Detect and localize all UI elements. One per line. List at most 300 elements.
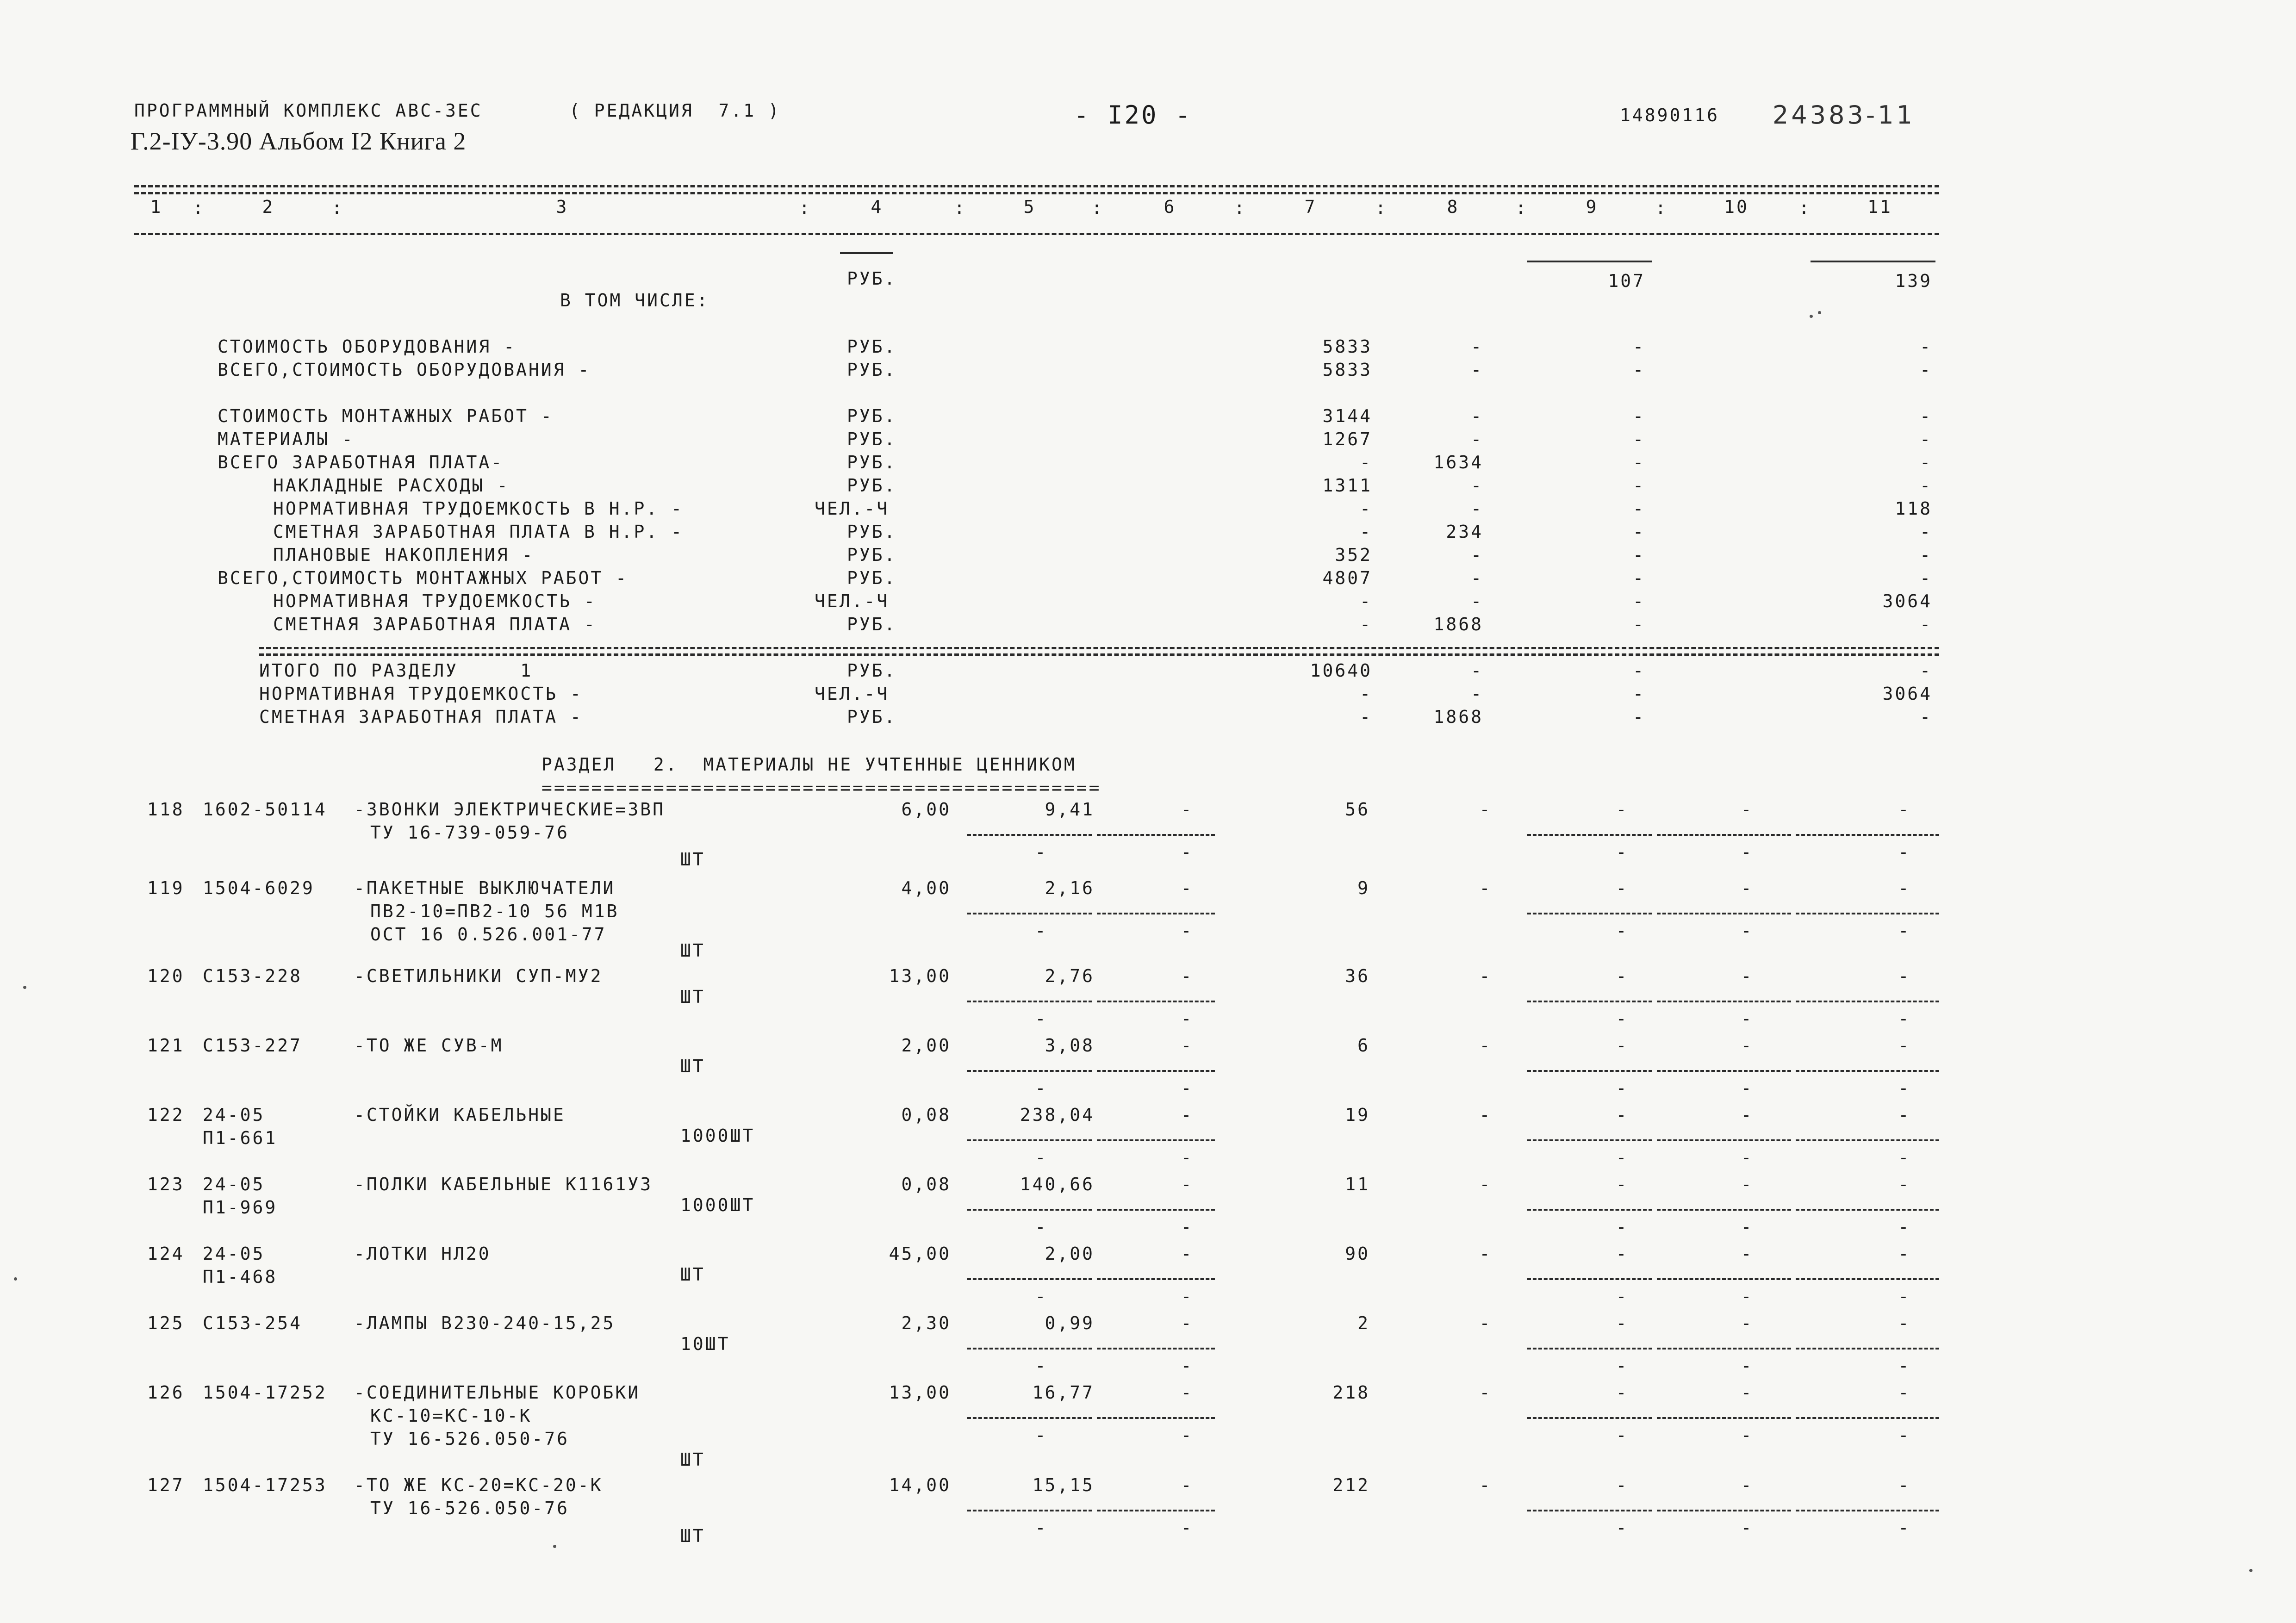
item-quantity: 2,30 (901, 1313, 951, 1333)
summary-row-c9: - (1633, 522, 1645, 542)
item-total: 90 (1345, 1244, 1370, 1264)
item-sub-c5: - (1035, 1147, 1048, 1168)
item-number: 121 (147, 1035, 185, 1056)
item-c8: - (1479, 1035, 1492, 1056)
item-sub-c11: - (1898, 842, 1911, 862)
item-sub-c5: - (1035, 842, 1048, 862)
item-unit: ШТ (680, 1264, 705, 1285)
column-header-3: 3 (556, 197, 569, 217)
summary-row-c7: - (1360, 591, 1372, 611)
item-subtotal-rule (1796, 834, 1939, 836)
item-subtotal-rule (1657, 1510, 1791, 1511)
summary-top-underline (1527, 261, 1652, 262)
totals-row-label: ИТОГО ПО РАЗДЕЛУ 1 (259, 660, 533, 681)
summary-row-unit: РУБ. (847, 360, 897, 380)
item-price: 140,66 (1020, 1174, 1095, 1194)
item-sub-c6: - (1181, 1286, 1194, 1306)
item-code: 1504-17252 (203, 1382, 327, 1403)
item-c11: - (1898, 966, 1911, 986)
summary-row-c11: - (1920, 336, 1932, 357)
section-underline: ============================================= (541, 777, 1101, 798)
item-c8: - (1479, 1105, 1492, 1125)
item-price: 16,77 (1032, 1382, 1095, 1403)
summary-row-c7: - (1360, 614, 1372, 634)
column-separator: : (1515, 198, 1528, 218)
item-subtotal-rule (1097, 1348, 1215, 1349)
item-name-line: ТУ 16-526.050-76 (370, 1498, 570, 1518)
item-c6: - (1181, 1035, 1194, 1056)
item-c11: - (1898, 1382, 1911, 1403)
item-number: 122 (147, 1105, 185, 1125)
totals-row-c7: - (1360, 684, 1372, 704)
item-unit: 1000ШТ (680, 1126, 755, 1146)
item-subtotal-rule (1796, 1417, 1939, 1419)
item-subtotal-rule (1527, 1001, 1652, 1002)
item-price: 3,08 (1045, 1035, 1095, 1056)
totals-row-c9: - (1633, 684, 1645, 704)
item-sub-c9: - (1616, 1356, 1629, 1376)
summary-row-c11: - (1920, 545, 1932, 565)
item-c10: - (1741, 1035, 1754, 1056)
item-sub-c11: - (1898, 1008, 1911, 1029)
item-name-line: -ПОЛКИ КАБЕЛЬНЫЕ К1161У3 (354, 1174, 653, 1194)
item-subtotal-rule (1527, 1417, 1652, 1419)
item-c6: - (1181, 1313, 1194, 1333)
item-subtotal-rule (1796, 1139, 1939, 1141)
item-number: 124 (147, 1244, 185, 1264)
column-header-6: 6 (1164, 197, 1176, 217)
column-separator: : (1234, 198, 1247, 218)
item-c10: - (1741, 1105, 1754, 1125)
column-header-1: 1 (150, 197, 163, 217)
item-price: 2,00 (1045, 1244, 1095, 1264)
summary-row-c11: - (1920, 429, 1932, 449)
section-title: РАЗДЕЛ 2. МАТЕРИАЛЫ НЕ УЧТЕННЫЕ ЦЕННИКОМ (541, 754, 1076, 775)
item-code-secondary: П1-661 (203, 1128, 278, 1148)
column-header-9: 9 (1586, 197, 1599, 217)
item-quantity: 45,00 (889, 1244, 951, 1264)
summary-row-c7: 1267 (1322, 429, 1372, 449)
item-subtotal-rule (1796, 1001, 1939, 1002)
item-total: 9 (1357, 878, 1370, 898)
item-unit: ШТ (680, 940, 705, 961)
item-code: 1504-6029 (203, 878, 315, 898)
item-c11: - (1898, 1475, 1911, 1495)
item-sub-c5: - (1035, 1078, 1048, 1098)
summary-row-label: НОРМАТИВНАЯ ТРУДОЕМКОСТЬ - (273, 591, 597, 611)
item-number: 120 (147, 966, 185, 986)
totals-row-label: СМЕТНАЯ ЗАРАБОТНАЯ ПЛАТА - (259, 707, 583, 727)
item-sub-c5: - (1035, 1217, 1048, 1237)
item-sub-c5: - (1035, 1008, 1048, 1029)
item-sub-c10: - (1741, 1217, 1754, 1237)
item-code: 1602-50114 (203, 799, 327, 820)
item-sub-c6: - (1181, 842, 1194, 862)
summary-row-c9: - (1633, 452, 1645, 473)
item-sub-c6: - (1181, 1425, 1194, 1445)
summary-row-c8: - (1471, 591, 1483, 611)
summary-top-underline (1811, 261, 1935, 262)
column-separator: : (799, 198, 812, 218)
item-sub-c11: - (1898, 1286, 1911, 1306)
item-subtotal-rule (967, 1001, 1092, 1002)
summary-row-c7: - (1360, 522, 1372, 542)
item-total: 19 (1345, 1105, 1370, 1125)
column-header-5: 5 (1023, 197, 1036, 217)
item-c8: - (1479, 1174, 1492, 1194)
item-subtotal-rule (1796, 1070, 1939, 1072)
scan-speck (23, 986, 26, 989)
item-subtotal-rule (1097, 1209, 1215, 1211)
totals-row-label: НОРМАТИВНАЯ ТРУДОЕМКОСТЬ - (259, 684, 583, 704)
item-subtotal-rule (1097, 1278, 1215, 1280)
item-name-line: -ТО ЖЕ КС-20=КС-20-К (354, 1475, 603, 1495)
item-subtotal-rule (967, 1348, 1092, 1349)
item-sub-c10: - (1741, 1147, 1754, 1168)
summary-row-label: НОРМАТИВНАЯ ТРУДОЕМКОСТЬ В Н.Р. - (273, 498, 684, 519)
item-subtotal-rule (967, 834, 1092, 836)
item-price: 2,76 (1045, 966, 1095, 986)
summary-row-c9: - (1633, 614, 1645, 634)
item-unit: 1000ШТ (680, 1195, 755, 1215)
item-sub-c6: - (1181, 1356, 1194, 1376)
summary-row-c11: - (1920, 452, 1932, 473)
header-rule-bottom (134, 233, 1939, 235)
scan-speck (1818, 311, 1821, 314)
item-subtotal-rule (1657, 1070, 1791, 1072)
summary-row-c7: 352 (1335, 545, 1372, 565)
item-sub-c10: - (1741, 1356, 1754, 1376)
item-code: 24-05 (203, 1174, 265, 1194)
item-sub-c11: - (1898, 1147, 1911, 1168)
totals-row-c11: 3064 (1882, 684, 1932, 704)
item-c10: - (1741, 966, 1754, 986)
summary-row-unit: РУБ. (847, 475, 897, 496)
item-c6: - (1181, 1244, 1194, 1264)
item-c6: - (1181, 1475, 1194, 1495)
item-sub-c10: - (1741, 842, 1754, 862)
summary-row-c8: - (1471, 498, 1483, 519)
item-unit: ШТ (680, 849, 705, 870)
item-c6: - (1181, 1174, 1194, 1194)
summary-row-label: ПЛАНОВЫЕ НАКОПЛЕНИЯ - (273, 545, 535, 565)
item-name-line: -СОЕДИНИТЕЛЬНЫЕ КОРОБКИ (354, 1382, 641, 1403)
column-header-4: 4 (871, 197, 884, 217)
item-number: 119 (147, 878, 185, 898)
item-sub-c10: - (1741, 1517, 1754, 1538)
item-sub-c6: - (1181, 920, 1194, 941)
summary-row-c9: - (1633, 591, 1645, 611)
item-c11: - (1898, 878, 1911, 898)
summary-row-c9: - (1633, 498, 1645, 519)
summary-row-c8: - (1471, 475, 1483, 496)
summary-row-c8: - (1471, 360, 1483, 380)
summary-row-c7: 5833 (1322, 336, 1372, 357)
column-separator: : (954, 198, 967, 218)
summary-row-c9: - (1633, 568, 1645, 588)
item-subtotal-rule (1796, 1278, 1939, 1280)
summary-row-c8: - (1471, 545, 1483, 565)
item-c10: - (1741, 1382, 1754, 1403)
document-code: 14890116 (1620, 105, 1720, 125)
summary-row-unit: РУБ. (847, 568, 897, 588)
summary-row-c9: - (1633, 475, 1645, 496)
item-c9: - (1616, 1035, 1629, 1056)
item-name-line: -ТО ЖЕ СУВ-М (354, 1035, 504, 1056)
item-sub-c9: - (1616, 1517, 1629, 1538)
item-c9: - (1616, 878, 1629, 898)
item-c10: - (1741, 1313, 1754, 1333)
item-sub-c11: - (1898, 1356, 1911, 1376)
totals-row-c8: - (1471, 660, 1483, 681)
item-subtotal-rule (1527, 1139, 1652, 1141)
scan-speck (1810, 315, 1813, 318)
item-sub-c6: - (1181, 1217, 1194, 1237)
item-name-line: ОСТ 16 0.526.001-77 (370, 924, 607, 945)
item-total: 218 (1332, 1382, 1370, 1403)
column-header-10: 10 (1724, 197, 1749, 217)
item-sub-c11: - (1898, 1517, 1911, 1538)
item-code-secondary: П1-468 (203, 1267, 278, 1287)
summary-row-c11: - (1920, 614, 1932, 634)
item-total: 36 (1345, 966, 1370, 986)
item-sub-c10: - (1741, 1425, 1754, 1445)
summary-row-unit: РУБ. (847, 545, 897, 565)
totals-row-c9: - (1633, 707, 1645, 727)
item-number: 127 (147, 1475, 185, 1495)
summary-row-label: НАКЛАДНЫЕ РАСХОДЫ - (273, 475, 510, 496)
item-subtotal-rule (1527, 1348, 1652, 1349)
item-sub-c9: - (1616, 1425, 1629, 1445)
item-name-line: -ЛАМПЫ В230-240-15,25 (354, 1313, 616, 1333)
item-price: 238,04 (1020, 1105, 1095, 1125)
summary-row-unit: РУБ. (847, 614, 897, 634)
item-sub-c10: - (1741, 1286, 1754, 1306)
item-c8: - (1479, 799, 1492, 820)
item-sub-c9: - (1616, 920, 1629, 941)
item-sub-c11: - (1898, 1217, 1911, 1237)
item-sub-c5: - (1035, 1425, 1048, 1445)
summary-row-c7: - (1360, 452, 1372, 473)
item-c10: - (1741, 1244, 1754, 1264)
item-subtotal-rule (967, 1278, 1092, 1280)
summary-row-c7: - (1360, 498, 1372, 519)
album-subtitle: Г.2-IУ-3.90 Альбом I2 Книга 2 (131, 127, 467, 155)
summary-total-c11: 139 (1895, 271, 1932, 291)
item-subtotal-rule (1657, 913, 1791, 914)
item-unit: ШТ (680, 987, 705, 1007)
item-subtotal-rule (1657, 1139, 1791, 1141)
summary-row-c8: - (1471, 568, 1483, 588)
summary-row-c8: - (1471, 336, 1483, 357)
item-unit: 10ШТ (680, 1334, 730, 1354)
item-subtotal-rule (1097, 1510, 1215, 1511)
item-c9: - (1616, 1382, 1629, 1403)
item-subtotal-rule (967, 1070, 1092, 1072)
item-name-line: -СВЕТИЛЬНИКИ СУП-МУ2 (354, 966, 603, 986)
item-name-line: -ЗВОНКИ ЭЛЕКТРИЧЕСКИЕ=ЗВП (354, 799, 665, 820)
summary-top-underline (840, 252, 893, 254)
item-sub-c9: - (1616, 1217, 1629, 1237)
scan-speck (553, 1545, 556, 1548)
header-rule-top (134, 185, 1939, 187)
column-header-11: 11 (1867, 197, 1892, 217)
item-number: 118 (147, 799, 185, 820)
item-c8: - (1479, 878, 1492, 898)
totals-row-c9: - (1633, 660, 1645, 681)
item-sub-c11: - (1898, 920, 1911, 941)
summary-row-label: СМЕТНАЯ ЗАРАБОТНАЯ ПЛАТА - (273, 614, 597, 634)
totals-row-c7: - (1360, 707, 1372, 727)
item-subtotal-rule (967, 1209, 1092, 1211)
column-separator: : (1655, 198, 1668, 218)
summary-row-c7: 3144 (1322, 406, 1372, 426)
summary-row-c8: - (1471, 406, 1483, 426)
totals-row-unit: ЧЕЛ.-Ч (815, 684, 890, 704)
item-c9: - (1616, 1475, 1629, 1495)
summary-row-unit: РУБ. (847, 452, 897, 473)
item-sub-c6: - (1181, 1147, 1194, 1168)
item-code: С153-228 (203, 966, 303, 986)
item-name-line: ТУ 16-526.050-76 (370, 1429, 570, 1449)
item-subtotal-rule (1527, 834, 1652, 836)
summary-row-c11: - (1920, 360, 1932, 380)
item-name-line: -СТОЙКИ КАБЕЛЬНЫЕ (354, 1105, 566, 1125)
summary-row-unit: РУБ. (847, 429, 897, 449)
item-sub-c6: - (1181, 1078, 1194, 1098)
item-name-line: -ПАКЕТНЫЕ ВЫКЛЮЧАТЕЛИ (354, 878, 616, 898)
item-price: 2,16 (1045, 878, 1095, 898)
item-code: 24-05 (203, 1105, 265, 1125)
item-c11: - (1898, 1244, 1911, 1264)
item-c9: - (1616, 1313, 1629, 1333)
summary-row-c7: 4807 (1322, 568, 1372, 588)
item-c11: - (1898, 1105, 1911, 1125)
summary-row-unit: РУБ. (847, 406, 897, 426)
summary-row-label: ВСЕГО,СТОИМОСТЬ МОНТАЖНЫХ РАБОТ - (218, 568, 628, 588)
item-subtotal-rule (1527, 1278, 1652, 1280)
item-subtotal-rule (1527, 1070, 1652, 1072)
summary-row-c7: 1311 (1322, 475, 1372, 496)
item-c9: - (1616, 966, 1629, 986)
item-sub-c9: - (1616, 1286, 1629, 1306)
summary-row-c8: - (1471, 429, 1483, 449)
summary-row-c11: 3064 (1882, 591, 1932, 611)
summary-row-unit: РУБ. (847, 336, 897, 357)
item-subtotal-rule (1796, 1348, 1939, 1349)
summary-row-c9: - (1633, 360, 1645, 380)
summary-row-label: ВСЕГО,СТОИМОСТЬ ОБОРУДОВАНИЯ - (218, 360, 591, 380)
column-separator: : (1375, 198, 1388, 218)
item-sub-c9: - (1616, 1008, 1629, 1029)
item-c8: - (1479, 1475, 1492, 1495)
item-number: 123 (147, 1174, 185, 1194)
item-quantity: 6,00 (901, 799, 951, 820)
item-sub-c5: - (1035, 920, 1048, 941)
item-total: 11 (1345, 1174, 1370, 1194)
totals-row-c7: 10640 (1310, 660, 1372, 681)
item-subtotal-rule (967, 1139, 1092, 1141)
item-c11: - (1898, 1174, 1911, 1194)
item-sub-c5: - (1035, 1356, 1048, 1376)
item-subtotal-rule (1796, 913, 1939, 914)
item-name-line: КС-10=КС-10-К (370, 1405, 532, 1426)
summary-unit: РУБ. (847, 268, 897, 289)
item-subtotal-rule (1657, 834, 1791, 836)
item-sub-c5: - (1035, 1286, 1048, 1306)
item-c6: - (1181, 878, 1194, 898)
item-unit: ШТ (680, 1526, 705, 1546)
summary-row-c11: - (1920, 406, 1932, 426)
page-number: - I20 - (1074, 100, 1192, 130)
column-separator: : (1798, 198, 1811, 218)
item-c10: - (1741, 1475, 1754, 1495)
summary-row-c8: 234 (1446, 522, 1483, 542)
totals-row-c8: - (1471, 684, 1483, 704)
summary-row-c11: - (1920, 475, 1932, 496)
column-separator: : (193, 198, 205, 218)
item-c9: - (1616, 1244, 1629, 1264)
item-quantity: 4,00 (901, 878, 951, 898)
item-total: 2 (1357, 1313, 1370, 1333)
item-subtotal-rule (1097, 1070, 1215, 1072)
item-price: 9,41 (1045, 799, 1095, 820)
summary-row-c8: 1634 (1433, 452, 1483, 473)
item-c8: - (1479, 1244, 1492, 1264)
item-c9: - (1616, 799, 1629, 820)
totals-row-c11: - (1920, 707, 1932, 727)
header-rule-mid (134, 192, 1939, 194)
item-sub-c10: - (1741, 920, 1754, 941)
item-subtotal-rule (1657, 1209, 1791, 1211)
scan-speck (14, 1277, 17, 1281)
item-c8: - (1479, 966, 1492, 986)
item-subtotal-rule (967, 1417, 1092, 1419)
item-sub-c10: - (1741, 1078, 1754, 1098)
item-name-line: ПВ2-10=ПВ2-10 56 М1В (370, 901, 619, 921)
totals-rule (259, 647, 1939, 649)
item-quantity: 14,00 (889, 1475, 951, 1495)
item-c9: - (1616, 1105, 1629, 1125)
totals-row-c11: - (1920, 660, 1932, 681)
item-subtotal-rule (1527, 1510, 1652, 1511)
item-code: С153-227 (203, 1035, 303, 1056)
item-quantity: 0,08 (901, 1174, 951, 1194)
summary-row-label: СМЕТНАЯ ЗАРАБОТНАЯ ПЛАТА В Н.Р. - (273, 522, 684, 542)
summary-row-label: СТОИМОСТЬ ОБОРУДОВАНИЯ - (218, 336, 516, 357)
summary-row-c11: 118 (1895, 498, 1932, 519)
summary-row-label: ВСЕГО ЗАРАБОТНАЯ ПЛАТА- (218, 452, 504, 473)
item-code: С153-254 (203, 1313, 303, 1333)
column-header-8: 8 (1447, 197, 1460, 217)
item-subtotal-rule (1097, 1001, 1215, 1002)
totals-row-c8: 1868 (1433, 707, 1483, 727)
item-c6: - (1181, 1105, 1194, 1125)
totals-row-unit: РУБ. (847, 660, 897, 681)
item-c11: - (1898, 1313, 1911, 1333)
item-quantity: 0,08 (901, 1105, 951, 1125)
summary-row-c7: 5833 (1322, 360, 1372, 380)
summary-total-c9: 107 (1608, 271, 1645, 291)
item-c10: - (1741, 799, 1754, 820)
item-subtotal-rule (1657, 1348, 1791, 1349)
summary-row-c11: - (1920, 568, 1932, 588)
item-subtotal-rule (967, 1510, 1092, 1511)
item-subtotal-rule (1527, 913, 1652, 914)
item-c10: - (1741, 878, 1754, 898)
item-price: 15,15 (1032, 1475, 1095, 1495)
item-subtotal-rule (1796, 1209, 1939, 1211)
